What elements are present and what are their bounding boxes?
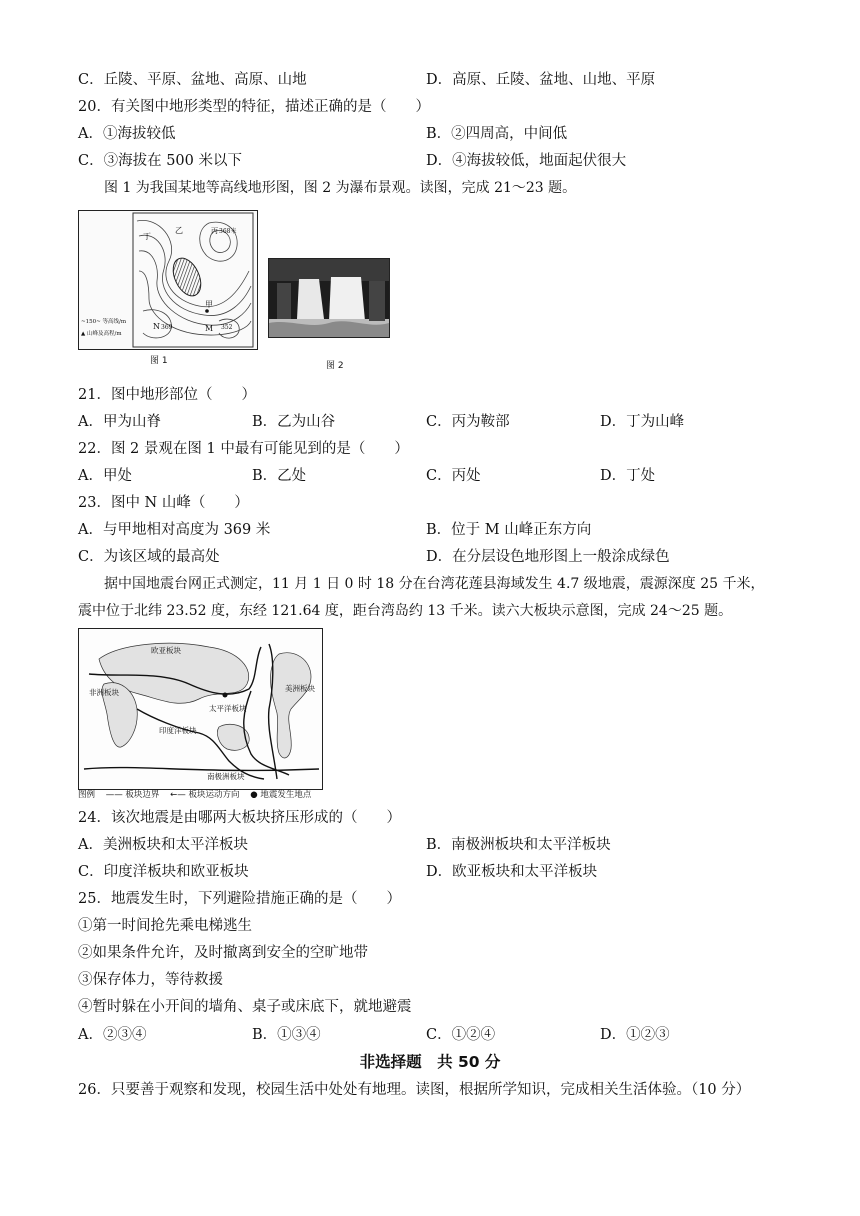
q25-stem: 25．地震发生时，下列避险措施正确的是（ ） [78, 891, 401, 907]
label-america-plate: 美洲板块 [285, 684, 315, 693]
label-eurasia-plate: 欧亚板块 [151, 646, 181, 655]
q21-option-d: D．丁为山峰 [600, 414, 685, 430]
label-jia: 甲 [205, 300, 213, 309]
q21-option-a: A．甲为山脊 [78, 414, 161, 430]
q22-option-a: A．甲处 [78, 468, 132, 484]
q25-option-a: A．②③④ [78, 1027, 147, 1043]
q22-option-b: B．乙处 [252, 468, 307, 484]
q25-option-d: D．①②③ [600, 1027, 670, 1043]
legend-quake: 地震发生地点 [260, 790, 312, 800]
q22-stem: 22．图 2 景观在图 1 中最有可能见到的是（ ） [78, 441, 409, 457]
q25-item-3: ③保存体力，等待救援 [78, 972, 223, 988]
q24-option-d: D．欧亚板块和太平洋板块 [426, 864, 598, 880]
legend-peak: ▲ 山峰及高程/m [81, 331, 122, 337]
q24-option-b: B．南极洲板块和太平洋板块 [426, 837, 611, 853]
legend-motion: 板块运动方向 [188, 790, 240, 800]
q25-item-1: ①第一时间抢先乘电梯逃生 [78, 918, 252, 934]
contour-map-figure [78, 210, 258, 350]
q22-option-d: D．丁处 [600, 468, 656, 484]
peak-m-height: 352 [221, 324, 233, 331]
legend-title: 图例 [78, 790, 96, 800]
label-ding: 丁 [143, 232, 151, 241]
caption-figure-2: 图 2 [326, 361, 344, 371]
q23-option-d: D．在分层设色地形图上一般涂成绿色 [426, 549, 670, 565]
q21-option-b: B．乙为山谷 [252, 414, 336, 430]
plate-map-figure [78, 628, 323, 790]
plate-map-legend: 图例 —— 板块边界 ←— 板块运动方向 ● 地震发生地点 [78, 790, 312, 800]
q19-option-d: D．高原、丘陵、盆地、山地、平原 [426, 72, 656, 88]
q23-stem: 23．图中 N 山峰（ ） [78, 495, 249, 511]
legend-contour: ~150~ 等高线/m [81, 319, 127, 325]
q21-option-c: C．丙为鞍部 [426, 414, 510, 430]
q25-option-c: C．①②④ [426, 1027, 496, 1043]
intro-24-25-line2: 震中位于北纬 23.52 度，东经 121.64 度，距台湾岛约 13 千米。读六大板块示意图，完成 24～25 题。 [78, 603, 733, 619]
q25-item-4: ④暂时躲在小开间的墙角、桌子或床底下，就地避震 [78, 999, 412, 1015]
peak-bing-height: 368米 [219, 228, 237, 235]
legend-boundary: 板块边界 [125, 790, 160, 800]
q22-option-c: C．丙处 [426, 468, 481, 484]
q24-option-a: A．美洲板块和太平洋板块 [78, 837, 248, 853]
q20-option-a: A．①海拔较低 [78, 126, 176, 142]
label-antarctic-plate: 南极洲板块 [207, 772, 245, 781]
label-n: N [153, 322, 160, 331]
q25-option-b: B．①③④ [252, 1027, 321, 1043]
q19-option-c: C．丘陵、平原、盆地、高原、山地 [78, 72, 307, 88]
label-pacific-plate: 太平洋板块 [209, 704, 247, 713]
label-bing: 丙 [211, 227, 218, 235]
caption-figure-1: 图 1 [150, 356, 168, 366]
q24-stem: 24．该次地震是由哪两大板块挤压形成的（ ） [78, 810, 401, 826]
earthquake-location-dot [223, 693, 228, 698]
q24-option-c: C．印度洋板块和欧亚板块 [78, 864, 249, 880]
q20-stem: 20．有关图中地形类型的特征，描述正确的是（ ） [78, 99, 430, 115]
intro-24-25-line1: 据中国地震台网正式测定，11 月 1 日 0 时 18 分在台湾花莲县海域发生 4.7 级地震，震源深度 25 千米， [104, 576, 765, 592]
label-indian-plate: 印度洋板块 [159, 726, 197, 735]
q23-option-a: A．与甲地相对高度为 369 米 [78, 522, 271, 538]
q21-stem: 21．图中地形部位（ ） [78, 387, 256, 403]
q20-option-c: C．③海拔在 500 米以下 [78, 153, 242, 169]
label-yi: 乙 [175, 226, 183, 235]
label-africa-plate: 非洲板块 [89, 688, 119, 697]
q26-stem: 26．只要善于观察和发现，校园生活中处处有地理。读图，根据所学知识，完成相关生活体验。（10 分） [78, 1082, 751, 1098]
label-m: M [205, 324, 214, 333]
waterfall-photo [268, 258, 390, 338]
q20-option-b: B．②四周高，中间低 [426, 126, 568, 142]
peak-n-height: 369 [161, 324, 173, 331]
intro-21-23: 图 1 为我国某地等高线地形图，图 2 为瀑布景观。读图，完成 21～23 题。 [104, 180, 577, 196]
q20-option-d: D．④海拔较低，地面起伏很大 [426, 153, 627, 169]
q25-item-2: ②如果条件允许，及时撤离到安全的空旷地带 [78, 945, 368, 961]
q23-option-c: C．为该区域的最高处 [78, 549, 220, 565]
section-title: 非选择题 共 50 分 [359, 1053, 501, 1071]
q23-option-b: B．位于 M 山峰正东方向 [426, 522, 592, 538]
